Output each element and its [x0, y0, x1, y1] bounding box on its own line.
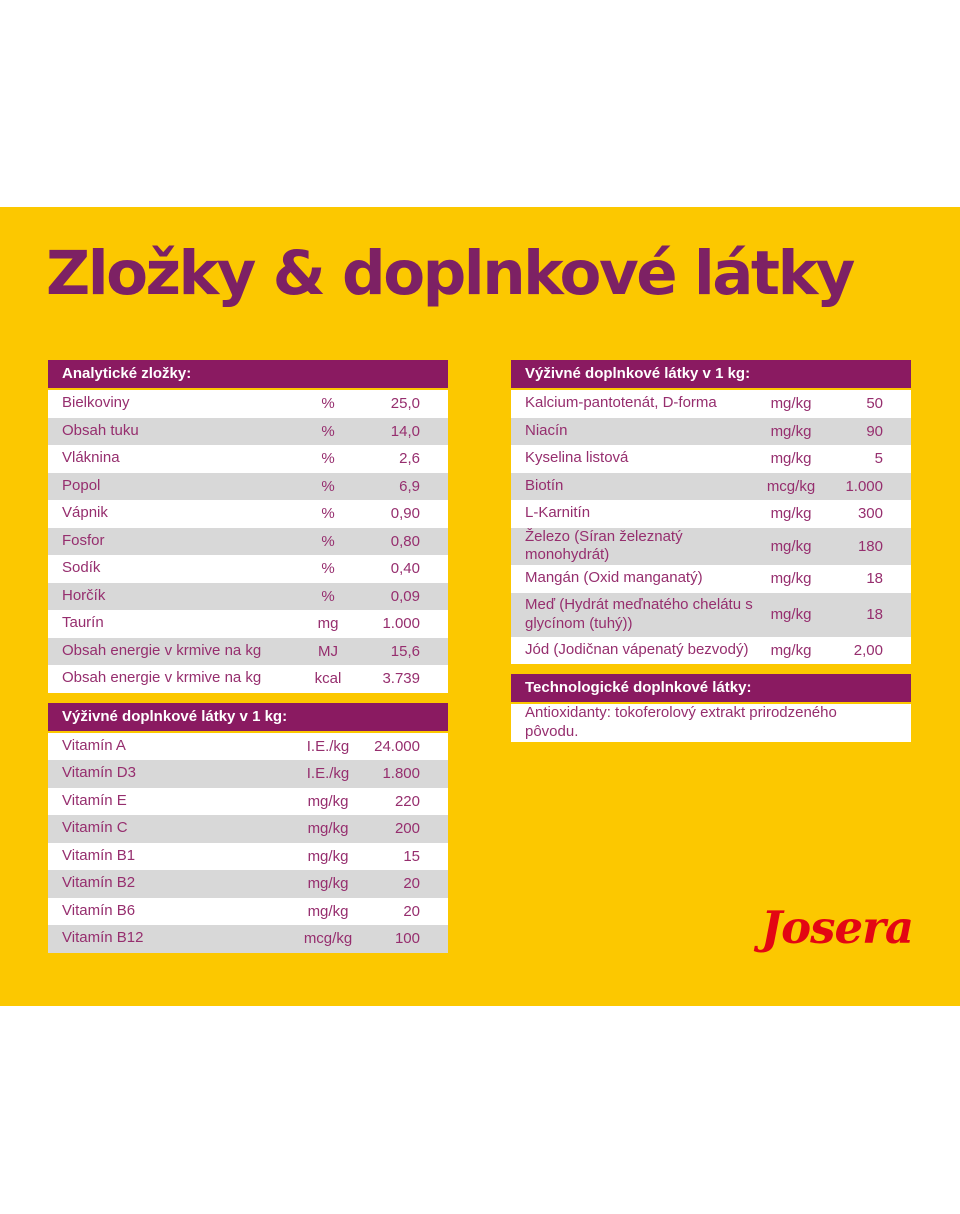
row-value: 20	[403, 875, 420, 893]
table-row	[48, 390, 448, 418]
row-label: Popol	[62, 476, 101, 494]
nutritional-additives-table	[511, 360, 911, 664]
row-unit: mg/kg	[770, 537, 812, 555]
row-unit: kcal	[314, 670, 342, 688]
row-label: Vitamín B12	[62, 929, 144, 947]
row-label: L-Karnitín	[525, 504, 591, 522]
row-label: Niacín	[525, 421, 568, 439]
row-value: 14,0	[390, 422, 420, 440]
row-unit: mg/kg	[770, 505, 812, 523]
josera-logo: Josera	[760, 901, 913, 954]
row-label: Fosfor	[62, 531, 105, 549]
row-unit: %	[321, 395, 335, 413]
row-unit: %	[321, 450, 335, 468]
row-value: 1.000	[845, 477, 883, 495]
row-label: Vláknina	[62, 449, 120, 467]
table-row	[48, 418, 448, 446]
row-unit: %	[321, 505, 335, 523]
row-unit: mg/kg	[770, 606, 812, 623]
row-unit: mcg/kg	[303, 930, 353, 948]
analytical-components-table	[48, 360, 448, 693]
row-label: Vitamín B6	[62, 901, 136, 919]
table-body	[48, 390, 448, 693]
left-column	[48, 360, 448, 953]
row-label: Horčík	[62, 586, 106, 604]
row-value: 2,00	[853, 641, 883, 659]
table-row	[48, 760, 448, 788]
row-value: 15	[403, 847, 420, 865]
row-label: Vitamín B1	[62, 846, 136, 864]
row-value: 1.800	[382, 765, 420, 783]
table-row	[48, 555, 448, 583]
table-row	[511, 704, 911, 742]
row-unit: I.E./kg	[306, 737, 350, 755]
table-body	[48, 733, 448, 953]
row-value: 18	[866, 606, 883, 623]
row-unit: %	[321, 532, 335, 550]
row-unit: mg/kg	[770, 422, 812, 440]
row-label: Obsah tuku	[62, 421, 139, 439]
row-unit: mcg/kg	[766, 477, 816, 495]
table-row	[48, 500, 448, 528]
row-label: Biotín	[525, 476, 564, 494]
table-row	[511, 390, 911, 418]
table-row	[48, 610, 448, 638]
table-row	[511, 418, 911, 446]
right-column	[511, 360, 911, 742]
row-value: 100	[394, 930, 420, 948]
row-label: Bielkoviny	[62, 394, 130, 412]
row-label: Kyselina listová	[525, 449, 629, 467]
row-unit: mg/kg	[307, 875, 349, 893]
row-unit: mg/kg	[307, 902, 349, 920]
table-row	[48, 843, 448, 871]
table-row	[48, 528, 448, 556]
row-unit: %	[321, 422, 335, 440]
table-row	[48, 733, 448, 761]
table-header: Výživné doplnkové látky v 1 kg:	[48, 703, 448, 731]
row-value: 1.000	[382, 615, 420, 633]
row-value: 6,9	[399, 477, 420, 495]
row-unit: mg/kg	[770, 450, 812, 468]
table-row	[511, 593, 911, 637]
table-header: Analytické zložky:	[48, 360, 448, 388]
row-unit: I.E./kg	[306, 765, 350, 783]
row-label: Vitamín E	[62, 791, 127, 809]
row-label: Vitamín C	[62, 819, 128, 837]
row-value: 25,0	[390, 395, 420, 413]
row-value: 200	[394, 820, 420, 838]
table-row	[48, 815, 448, 843]
table-body	[511, 704, 911, 742]
row-unit: mg/kg	[307, 847, 349, 865]
row-label: Obsah energie v krmive na kg	[62, 641, 262, 659]
table-row	[511, 445, 911, 473]
table-row	[48, 583, 448, 611]
row-unit: mg/kg	[770, 395, 812, 413]
table-row	[511, 500, 911, 528]
table-row	[511, 565, 911, 593]
row-unit: %	[321, 560, 335, 578]
row-label: Sodík	[62, 559, 101, 577]
row-unit: mg/kg	[770, 570, 812, 588]
row-value: 20	[403, 902, 420, 920]
row-unit: %	[321, 477, 335, 495]
table-row	[48, 898, 448, 926]
table-row	[511, 528, 911, 566]
row-value: 0,90	[390, 505, 420, 523]
table-row	[48, 788, 448, 816]
row-unit: MJ	[318, 642, 338, 660]
row-value: 0,40	[390, 560, 420, 578]
table-header: Technologické doplnkové látky:	[511, 674, 911, 702]
table-header: Výživné doplnkové látky v 1 kg:	[511, 360, 911, 388]
row-label: Mangán (Oxid manganatý)	[525, 569, 703, 587]
row-value: 2,6	[399, 450, 420, 468]
row-label: Železo (Síran železnatý monohydrát)	[525, 527, 683, 564]
row-value: 0,80	[390, 532, 420, 550]
row-label: Vitamín A	[62, 736, 126, 754]
row-unit: mg/kg	[770, 641, 812, 659]
row-value: 3.739	[382, 670, 420, 688]
table-row	[511, 473, 911, 501]
row-value: 0,09	[390, 587, 420, 605]
row-label: Taurín	[62, 614, 104, 632]
technological-additives-table	[511, 674, 911, 742]
row-value: 220	[394, 792, 420, 810]
table-row	[48, 925, 448, 953]
table-row	[48, 638, 448, 666]
table-row	[48, 665, 448, 693]
row-value: 300	[857, 505, 883, 523]
row-value: 24.000	[374, 737, 420, 755]
row-value: 180	[857, 537, 883, 555]
row-label: Meď (Hydrát meďnatého chelátu s glycínom (tuhý))	[525, 595, 753, 632]
row-label: Vápnik	[62, 504, 108, 522]
row-unit: %	[321, 587, 335, 605]
row-text: Antioxidanty: tokoferolový extrakt prirodzeného pôvodu.	[525, 704, 837, 740]
table-row	[48, 870, 448, 898]
row-label: Jód (Jodičnan vápenatý bezvodý)	[525, 640, 749, 658]
page-title: Zložky & doplnkové látky	[46, 238, 853, 309]
vitamin-additives-table	[48, 703, 448, 953]
row-label: Obsah energie v krmive na kg	[62, 669, 262, 687]
row-value: 5	[874, 450, 883, 468]
table-row	[48, 473, 448, 501]
row-unit: mg	[317, 615, 339, 633]
row-value: 90	[866, 422, 883, 440]
row-value: 50	[866, 395, 883, 413]
row-label: Vitamín B2	[62, 874, 136, 892]
table-row	[511, 637, 911, 665]
row-unit: mg/kg	[307, 792, 349, 810]
row-label: Kalcium-pantotenát, D-forma	[525, 394, 717, 412]
row-value: 15,6	[390, 642, 420, 660]
row-label: Vitamín D3	[62, 764, 136, 782]
row-unit: mg/kg	[307, 820, 349, 838]
table-row	[48, 445, 448, 473]
table-body	[511, 390, 911, 664]
row-value: 18	[866, 570, 883, 588]
